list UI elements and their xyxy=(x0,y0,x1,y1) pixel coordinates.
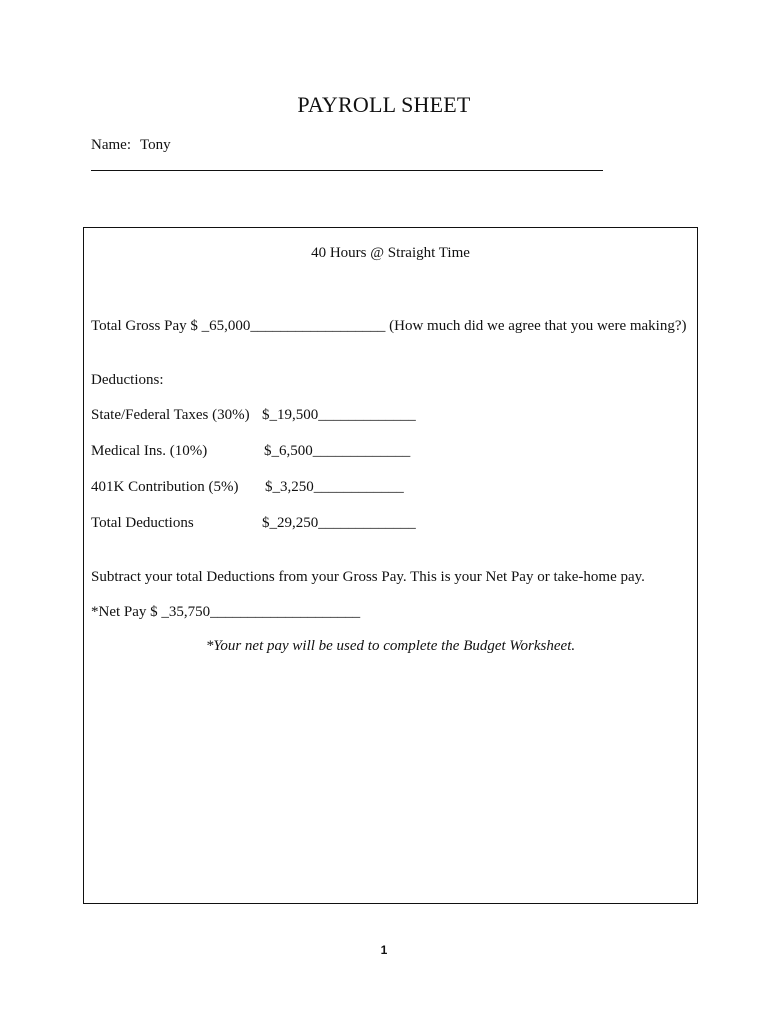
budget-note: *Your net pay will be used to complete the Budget Worksheet. xyxy=(205,638,576,654)
name-label: Name: xyxy=(91,137,131,153)
deductions-label: Deductions: xyxy=(91,372,164,388)
name-field xyxy=(91,137,171,154)
deduction-row-401k xyxy=(91,478,691,497)
instruction-text: Subtract your total Deductions from your Gross Pay. This is your Net Pay or take-home pay. xyxy=(91,569,645,585)
deduction-row-medical xyxy=(91,442,691,461)
deduction-row-taxes xyxy=(91,406,691,425)
deduction-amount: $_3,250____________ xyxy=(265,479,404,495)
deduction-amount: $_29,250_____________ xyxy=(262,515,416,531)
deduction-label: Medical Ins. (10%) xyxy=(91,443,208,459)
box-heading: 40 Hours @ Straight Time xyxy=(311,245,470,261)
deduction-amount: $_6,500_____________ xyxy=(264,443,411,459)
page-title: PAYROLL SHEET xyxy=(297,92,471,117)
deduction-label: State/Federal Taxes (30%) xyxy=(91,407,250,423)
deduction-label: Total Deductions xyxy=(91,515,194,531)
name-underline xyxy=(91,170,603,171)
deduction-row-total xyxy=(91,514,691,533)
name-value: Tony xyxy=(139,137,171,153)
page-number: 1 xyxy=(380,943,388,957)
deduction-amount: $_19,500_____________ xyxy=(262,407,416,423)
payroll-box xyxy=(83,227,698,904)
gross-pay-line: Total Gross Pay $ _65,000__________________ (How much did we agree that you were making?) xyxy=(91,318,687,334)
deduction-label: 401K Contribution (5%) xyxy=(91,479,239,495)
net-pay-line: *Net Pay $ _35,750____________________ xyxy=(91,604,361,620)
